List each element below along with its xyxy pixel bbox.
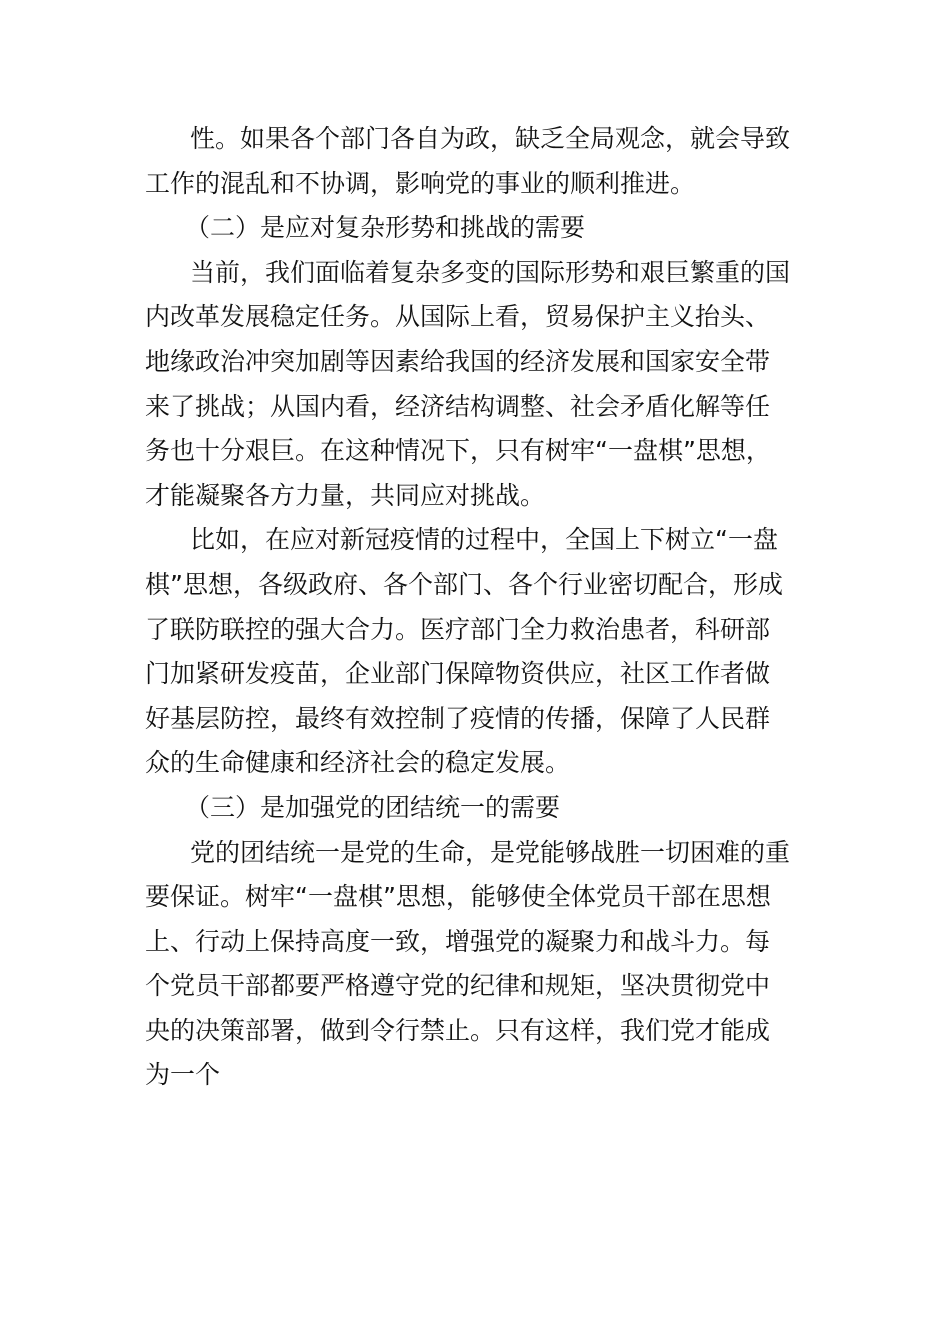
paragraph-line: 央的决策部署，做到令行禁止。只有这样，我们党才能成	[145, 1015, 771, 1045]
section-heading: （二）是应对复杂形势和挑战的需要	[185, 213, 586, 243]
paragraph-line: 内改革发展稳定任务。从国际上看，贸易保护主义抬头、	[145, 302, 771, 332]
document-page	[145, 117, 825, 1098]
paragraph-line: 棋”思想，各级政府、各个部门、各个行业密切配合，形成	[145, 569, 783, 599]
paragraph-line: 为一个	[145, 1060, 221, 1090]
paragraph-line: 性。如果各个部门各自为政，缺乏全局观念，就会导致	[190, 124, 791, 153]
paragraph-line: 上、行动上保持高度一致，增强党的凝聚力和战斗力。每	[145, 926, 771, 956]
paragraph-line: 众的生命健康和经济社会的稳定发展。	[145, 748, 571, 778]
paragraph-line: 好基层防控，最终有效控制了疫情的传播，保障了人民群	[145, 703, 771, 733]
paragraph-line: 工作的混乱和不协调，影响党的事业的顺利推进。	[145, 168, 696, 198]
paragraph-line: 地缘政治冲突加剧等因素给我国的经济发展和国家安全带	[145, 346, 771, 376]
paragraph-line: 务也十分艰巨。在这种情况下，只有树牢“一盘棋”思想，	[145, 436, 771, 466]
paragraph-line: 门加紧研发疫苗，企业部门保障物资供应，社区工作者做	[145, 659, 771, 689]
section-heading: （三）是加强党的团结统一的需要	[185, 792, 561, 822]
paragraph-line: 来了挑战；从国内看，经济结构调整、社会矛盾化解等任	[145, 391, 771, 421]
paragraph-line: 当前，我们面临着复杂多变的国际形势和艰巨繁重的国	[190, 257, 791, 287]
paragraph-line: 要保证。树牢“一盘棋”思想，能够使全体党员干部在思想	[145, 882, 771, 912]
paragraph-line: 才能凝聚各方力量，共同应对挑战。	[145, 480, 546, 510]
paragraph-line: 党的团结统一是党的生命，是党能够战胜一切困难的重	[190, 837, 791, 867]
paragraph-line: 了联防联控的强大合力。医疗部门全力救治患者，科研部	[145, 614, 771, 644]
paragraph-line: 比如，在应对新冠疫情的过程中，全国上下树立“一盘	[190, 525, 778, 555]
paragraph-line: 个党员干部都要严格遵守党的纪律和规矩，坚决贯彻党中	[145, 971, 771, 1001]
